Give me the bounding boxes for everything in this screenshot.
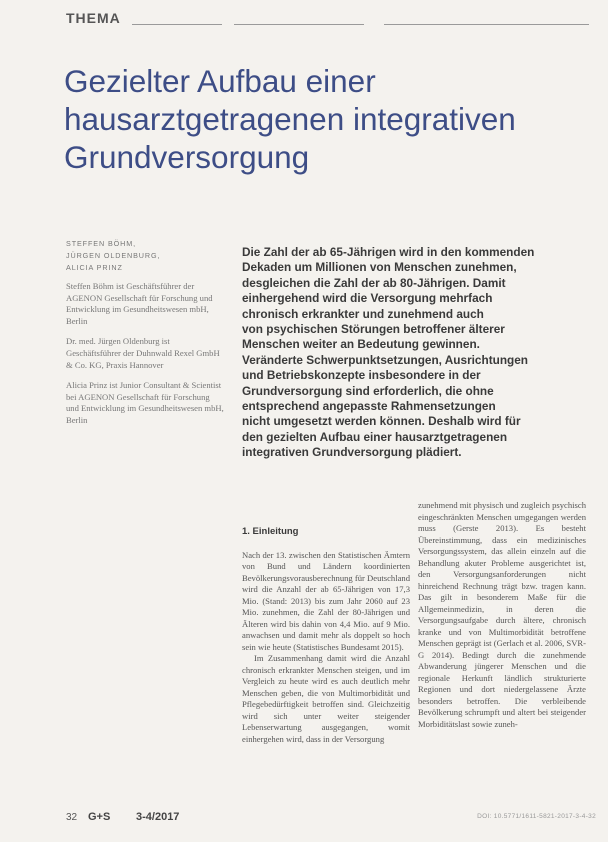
abstract-line: und Betriebskonzepte insbesondere in der [242,368,481,383]
abstract-line: desgleichen die Zahl der ab 80-Jährigen. Damit [242,275,506,290]
header-rule [384,24,589,25]
abstract-line: entsprechend angepasste Rahmensetzungen [242,399,496,414]
author-sidebar [66,238,224,436]
author-name: JÜRGEN OLDENBURG, [66,251,161,260]
header-rule [234,24,364,25]
section-header [66,10,586,30]
title-line: Grundversorgung [64,139,310,175]
abstract-line: von psychischen Störungen betroffener älterer [242,322,505,337]
journal-issue: 3-4/2017 [136,811,180,823]
page-number: 32 [66,812,78,823]
author-list [66,238,224,274]
abstract-line: Dekaden um Millionen von Menschen zunehmen, [242,260,517,275]
abstract-line: einhergehend wird die Versorgung mehrfach [242,291,493,306]
abstract-line: den gezielten Aufbau einer hausarztgetragenen [242,429,508,444]
body-paragraph: zunehmend mit physisch und zugleich psychisch eingeschränkten Menschen umgegangen werden muss (Gerste 2013). Es besteht Übereinstimmung, dass ein medizinisches Versorgungssystem, das allein einzeln auf die Behandlung akuter Probleme ausgerichtet ist, den Versorgungsanforderungen nicht hinreichend Rechnung trägt bzw. tragen kann. Das gilt in besonderem Maße für die Allgemeinmedizin, in deren die Versorgungsaufgabe durch ältere, chronisch kranke und von Multimorbidität betroffene Menschen geprägt ist (Gerlach et al. 2006, SVR-G 2014). Bedingt durch die zunehmende Abwanderung jüngerer Menschen und die regionale Herkunft ländlich strukturierte Regionen und dort niedergelassene Ärzte besonders betroffen. Die verbleibende Bevölkerung schrumpft und altert bei steigender Morbiditätslast sowie zuneh- [418,500,586,729]
abstract-line: Veränderte Schwerpunktsetzungen, Ausrichtungen [242,352,529,367]
author-name: STEFFEN BÖHM, [66,239,137,248]
body-column-right [418,500,586,730]
header-rule [132,24,222,25]
body-paragraph: Nach der 13. zwischen den Statistischen Ämtern von Bund und Ländern koordinierten Bevölkerungsvorausberechnung für Deutschland wird die Anzahl der ab 65-Jährigen von 17,3 Mio. (Stand: 2013) bis zum Jahr 2060 auf 23 Mio. zunehmen, die Zahl der 80-Jährigen und Älteren wird bis dahin von 4,4 Mio. auf 9 Mio. anwachsen und damit mehr als doppelt so hoch sein wie heute (Statistisches Bundesamt 2015). [242,549,411,652]
author-name: ALICIA PRINZ [66,263,123,272]
abstract-line: Die Zahl der ab 65-Jährigen wird in den kommenden [242,245,535,259]
section-heading: 1. Einleitung [242,526,299,537]
section-label: THEMA [66,10,121,26]
abstract [242,245,587,461]
title-line: hausarztgetragenen integrativen [64,101,516,137]
body-paragraph: Im Zusammenhang damit wird die Anzahl chronisch erkrankter Menschen steigen, und im Vergleich zu heute wird es auch deutlich mehr Menschen geben, die von Multimorbidität und Pflegebedürftigkeit betroffen sind. Gleichzeitig wird sich unter weiter steigender Lebenserwartung ausgegangen, womit einhergehen wird, dass in der Versorgung [242,653,410,744]
author-affiliation: Steffen Böhm ist Geschäftsführer der AGENON Gesellschaft für Forschung und Entwicklung im Gesundheitswesen mbH, Berlin [66,281,213,326]
abstract-line: nicht umgesetzt werden können. Deshalb wird für [242,414,521,429]
abstract-line: Menschen weiter an Bedeutung gewinnen. [242,337,480,352]
abstract-line: Grundversorgung sind erforderlich, die ohne [242,383,494,398]
abstract-line: chronisch erkrankter und zunehmend auch [242,306,484,321]
title-line: Gezielter Aufbau einer [64,63,376,99]
body-column-left [242,526,410,745]
doi-reference: DOI: 10.5771/1611-5821-2017-3-4-32 [477,813,596,820]
article-title [64,62,584,176]
abstract-line: integrativen Grundversorgung plädiert. [242,445,462,460]
author-affiliation: Alicia Prinz ist Junior Consultant & Scientist bei AGENON Gesellschaft für Forschung und Entwicklung im Gesundheitswesen mbH, Berlin [66,380,224,425]
journal-name: G+S [88,811,111,823]
author-affiliation: Dr. med. Jürgen Oldenburg ist Geschäftsführer der Duhnwald Rexel GmbH & Co. KG, Praxis Hannover [66,336,220,370]
page-footer [66,812,596,828]
